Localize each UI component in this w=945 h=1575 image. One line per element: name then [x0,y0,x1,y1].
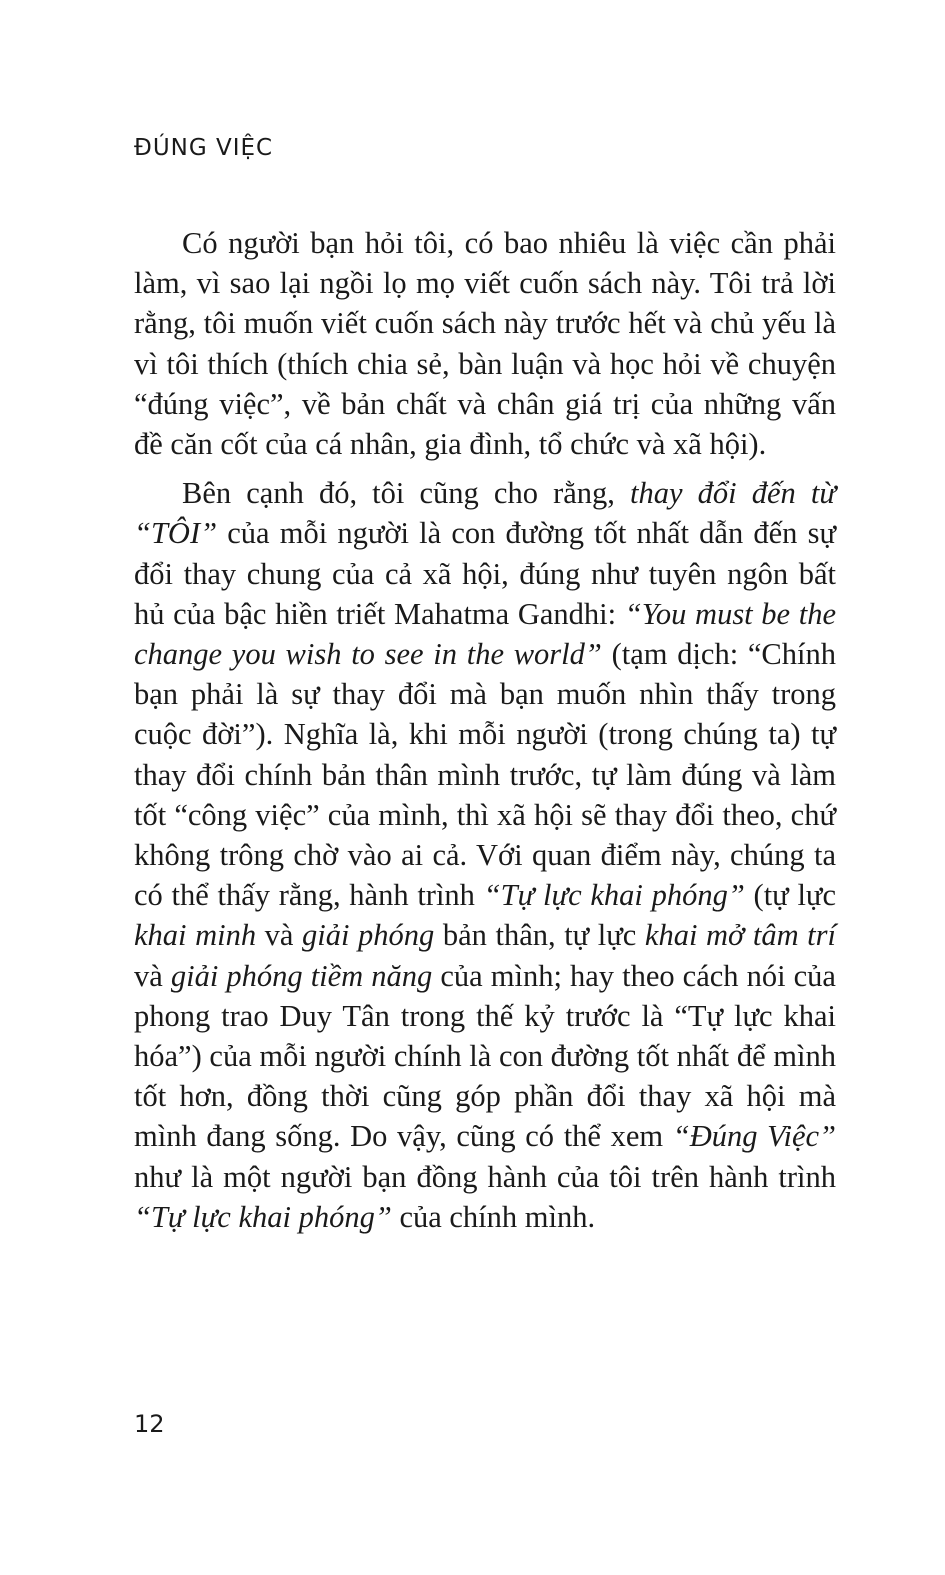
italic-segment: khai mở tâm trí [644,918,837,953]
body-text [134,223,836,1237]
paragraph-1: Có người bạn hỏi tôi, có bao nhiêu là việc cần phải làm, vì sao lại ngồi lọ mọ viết cuốn sách này. Tôi trả lời rằng, tôi muốn viết cuốn sách này trước hết và chủ yếu là vì tôi thích (thích chia sẻ, bàn luận và học hỏi về chuyện “đúng việc”, về bản chất và chân giá trị của những vấn đề căn cốt của cá nhân, gia đình, tổ chức và xã hội). [134,226,836,462]
paragraph-2 [134,473,836,1237]
italic-segment: giải phóng tiềm năng [170,958,433,993]
italic-segment: thay đổi đến từ “TÔI” [134,476,837,551]
italic-segment: “Đúng Việc” [672,1119,836,1154]
gandhi-quote: “You must be the change you wish to see in the world” [134,596,837,672]
italic-segment: “Tự lực khai phóng” [134,1199,392,1234]
italic-segment: “Tự lực khai phóng” [483,878,745,913]
running-header: ĐÚNG VIỆC [134,135,274,161]
text-segment: và [256,918,303,953]
text-segment: như là một người bạn đồng hành của tôi trên hành trình [134,1159,836,1194]
italic-segment: khai minh [134,918,257,953]
text-segment: (tạm dịch: “Chính bạn phải là sự thay đổi mà bạn muốn nhìn thấy trong cuộc đời”). Nghĩa là, khi mỗi người (trong chúng ta) tự thay đổi chính bản thân mình trước, tự làm đúng và làm tốt “công việc” của mình, thì xã hội sẽ thay đổi theo, chứ không trông chờ vào ai cả. Với quan điểm này, chúng ta có thể thấy rằng, hành trình [134,637,837,913]
text-segment: của mình; hay theo cách nói của phong trao Duy Tân trong thế kỷ trước là “Tự lực khai hóa”) của mỗi người chính là con đường tốt nhất để mình tốt hơn, đồng thời cũng góp phần đổi thay xã hội mà mình đang sống. Do vậy, cũng có thể xem [134,958,836,1154]
text-segment: bản thân, tự lực [434,918,645,953]
text-segment: (tự lực [744,878,836,913]
page-number: 12 [134,1410,165,1438]
italic-segment: giải phóng [302,918,435,953]
text-segment: Bên cạnh đó, tôi cũng cho rằng, [182,476,631,511]
text-segment: và [134,958,171,993]
text-segment: của chính mình. [391,1199,596,1234]
text-segment: của mỗi người là con đường tốt nhất dẫn đến sự đổi thay chung của cả xã hội, đúng như tuyên ngôn bất hủ của bậc hiền triết Mahatma Gandhi: [134,516,836,631]
